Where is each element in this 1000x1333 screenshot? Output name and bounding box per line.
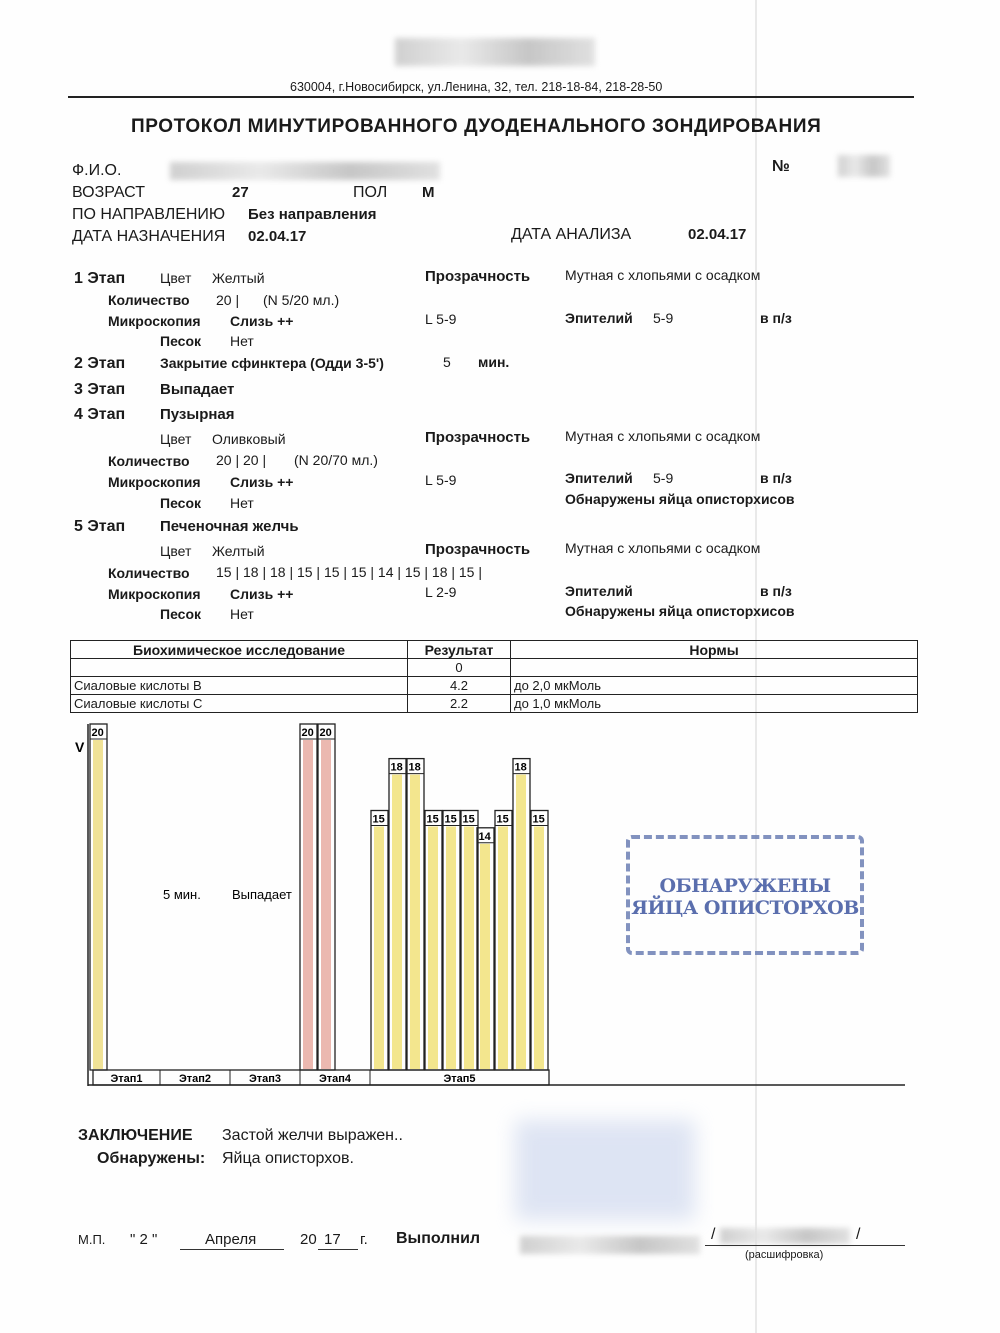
document-title: ПРОТОКОЛ МИНУТИРОВАННОГО ДУОДЕНАЛЬНОГО ЗОНДИРОВАНИЯ <box>131 116 822 137</box>
chart-bar-fill <box>410 775 420 1069</box>
stamp-line2: ЯЙЦА ОПИСТОРХОВ <box>631 897 859 919</box>
stage4-micro-label: Микроскопия <box>108 474 201 490</box>
date-year-prefix: 20 <box>300 1231 317 1248</box>
fio-label: Ф.И.О. <box>72 162 122 179</box>
biochem-cell-result: 4.2 <box>408 677 511 695</box>
stage4-name: Пузырная <box>160 406 235 423</box>
stage1-color: Желтый <box>212 270 265 286</box>
stage2-text: Закрытие сфинктера (Одди 3-5') <box>160 355 384 371</box>
date-g: г. <box>360 1231 368 1248</box>
chart-bar-label: 15 <box>496 813 509 826</box>
lab-address: 630004, г.Новосибирск, ул.Ленина, 32, тел. 218-18-84, 218-28-50 <box>290 80 663 94</box>
stage1-sand: Нет <box>230 333 254 349</box>
chart-stage-label: Этап5 <box>443 1073 476 1085</box>
stage4-color: Оливковый <box>212 431 286 447</box>
chart-bar-label: 20 <box>91 727 104 739</box>
stage1-title: 1 Этап <box>74 270 126 287</box>
conclusion-label: ЗАКЛЮЧЕНИЕ <box>78 1127 193 1144</box>
biochem-cell-norm: до 2,0 мкМоль <box>511 677 918 695</box>
chart-bar-fill <box>374 827 384 1070</box>
slash-left: / <box>711 1226 716 1243</box>
stage5-qty-label: Количество <box>108 565 190 581</box>
chart-bar-fill <box>498 827 508 1070</box>
year-underline <box>318 1249 358 1250</box>
stage2-title: 2 Этап <box>74 355 126 372</box>
biochem-cell-name: Сиаловые кислоты В <box>71 677 408 695</box>
chart-bar-fill <box>303 740 313 1069</box>
stage5-sand-label: Песок <box>160 606 202 622</box>
stage5-found: Обнаружены яйца описторхисов <box>565 603 795 619</box>
biochem-cell-name: Сиаловые кислоты С <box>71 695 408 713</box>
stage4-micro: Слизь ++ <box>230 474 294 490</box>
stage5-unit: в п/з <box>760 583 792 599</box>
chart-bar-label: 15 <box>462 813 475 826</box>
biochem-cell-result: 2.2 <box>408 695 511 713</box>
stage5-name: Печеночная желчь <box>160 518 299 535</box>
date-month: Апреля <box>205 1231 257 1248</box>
stage1-clarity-label: Прозрачность <box>425 268 531 285</box>
assign-date-label: ДАТА НАЗНАЧЕНИЯ <box>72 228 226 245</box>
chart-bar-fill <box>516 775 526 1069</box>
stage1-epi: 5-9 <box>653 310 674 326</box>
chart-bar-label: 18 <box>408 761 421 774</box>
stage1-sand-label: Песок <box>160 333 202 349</box>
signature-underline <box>705 1245 905 1246</box>
sex-label: ПОЛ <box>353 184 388 201</box>
stage5-color-label: Цвет <box>160 543 192 559</box>
chart-bar-label: 20 <box>319 727 332 739</box>
chart-bar-label: 15 <box>426 813 439 826</box>
chart-bar-fill <box>321 740 331 1069</box>
stage5-color: Желтый <box>212 543 265 559</box>
date-day: " 2 " <box>130 1231 158 1248</box>
chart-bar-label: 15 <box>532 813 545 826</box>
biochem-header-test: Биохимическое исследование <box>71 641 408 659</box>
stage5-sand: Нет <box>230 606 254 622</box>
blurred-performer-signature <box>520 1236 700 1254</box>
chart-bar-fill <box>464 827 474 1070</box>
performed-label: Выполнил <box>396 1230 481 1247</box>
stage4-sand: Нет <box>230 495 254 511</box>
found-text: Яйца описторхов. <box>222 1150 354 1167</box>
chart-stage-label: Этап4 <box>318 1073 352 1085</box>
stage4-sand-label: Песок <box>160 495 202 511</box>
chart-stage-label: Этап3 <box>248 1073 282 1085</box>
age-value: 27 <box>232 184 249 201</box>
chart-bar-fill <box>480 844 490 1069</box>
chart-stage-label: Этап1 <box>110 1073 143 1085</box>
stage5-micro: Слизь ++ <box>230 586 294 602</box>
stage5-clarity: Мутная с хлопьями с осадком <box>565 540 761 556</box>
stage2-value: 5 <box>443 354 451 370</box>
biochem-cell-result: 0 <box>408 659 511 677</box>
stage5-qty: 15 | 18 | 18 | 15 | 15 | 15 | 14 | 15 | 18 | 15 | <box>216 564 482 580</box>
analysis-date-value: 02.04.17 <box>688 226 747 243</box>
chart-bar-label: 20 <box>301 727 314 739</box>
stage4-clarity: Мутная с хлопьями с осадком <box>565 428 761 444</box>
chart-bar-label: 18 <box>390 761 403 774</box>
chart-bar-label: 15 <box>372 813 385 826</box>
stage4-l: L 5-9 <box>425 472 457 488</box>
stage4-title: 4 Этап <box>74 406 126 423</box>
stamp-opisthorchis <box>626 835 864 955</box>
blurred-performer-name <box>720 1228 850 1244</box>
found-label: Обнаружены: <box>97 1150 206 1167</box>
stage4-found: Обнаружены яйца описторхисов <box>565 491 795 507</box>
chart-bar-fill <box>392 775 402 1069</box>
chart-bar-label: 18 <box>514 761 527 774</box>
stage1-micro: Слизь ++ <box>230 313 294 329</box>
conclusion-text: Застой желчи выражен.. <box>222 1127 403 1144</box>
chart-stage-label: Этап2 <box>178 1073 212 1085</box>
stage4-clarity-label: Прозрачность <box>425 429 531 446</box>
stage1-norm: (N 5/20 мл.) <box>263 292 340 308</box>
chart-y-label: V <box>75 739 85 755</box>
sex-value: М <box>422 184 435 201</box>
chart-bar-fill <box>534 827 544 1070</box>
stage1-unit: в п/з <box>760 310 792 326</box>
stage1-clarity: Мутная с хлопьями с осадком <box>565 267 761 283</box>
stage5-micro-label: Микроскопия <box>108 586 201 602</box>
stage4-norm: (N 20/70 мл.) <box>294 452 378 468</box>
stage4-unit: в п/з <box>760 470 792 486</box>
stage4-qty-label: Количество <box>108 453 190 469</box>
stage4-qty: 20 | 20 | <box>216 452 267 468</box>
stage4-epi: 5-9 <box>653 470 674 486</box>
chart-bar-label: 15 <box>444 813 457 826</box>
date-year: 17 <box>324 1231 341 1248</box>
stage1-qty-label: Количество <box>108 292 190 308</box>
stage4-color-label: Цвет <box>160 431 192 447</box>
referral-value: Без направления <box>248 206 377 223</box>
stage5-clarity-label: Прозрачность <box>425 541 531 558</box>
stage5-title: 5 Этап <box>74 518 126 535</box>
stage1-epi-label: Эпителий <box>565 310 633 326</box>
number-label: № <box>772 158 790 175</box>
stage1-micro-label: Микроскопия <box>108 313 201 329</box>
stage1-l: L 5-9 <box>425 311 457 327</box>
stage3-text: Выпадает <box>160 381 235 398</box>
biochem-cell-norm: до 1,0 мкМоль <box>511 695 918 713</box>
chart-bar-fill <box>446 827 456 1070</box>
age-label: ВОЗРАСТ <box>72 184 145 201</box>
stamp-line1: ОБНАРУЖЕНЫ <box>659 875 831 897</box>
stage1-qty: 20 | <box>216 292 240 308</box>
biochem-header-result: Результат <box>408 641 511 659</box>
slash-right: / <box>856 1226 861 1243</box>
analysis-date-label: ДАТА АНАЛИЗА <box>511 226 632 243</box>
chart-bar-fill <box>428 827 438 1070</box>
stage4-epi-label: Эпителий <box>565 470 633 486</box>
stage5-epi-label: Эпителий <box>565 583 633 599</box>
assign-date-value: 02.04.17 <box>248 228 307 245</box>
chart-bar-fill <box>93 740 103 1069</box>
chart-annotation-5min: 5 мин. <box>163 887 201 902</box>
stage2-unit: мин. <box>478 354 510 370</box>
blurred-signature-stamp <box>515 1120 695 1220</box>
biochem-header-norm: Нормы <box>511 641 918 659</box>
chart-annotation-falls-out: Выпадает <box>232 887 292 902</box>
chart-bar-label: 14 <box>478 830 491 843</box>
referral-label: ПО НАПРАВЛЕНИЮ <box>72 206 226 223</box>
mp-label: М.П. <box>78 1232 106 1247</box>
stage5-l: L 2-9 <box>425 584 457 600</box>
stage1-color-label: Цвет <box>160 270 192 286</box>
decode-label: (расшифровка) <box>745 1249 824 1261</box>
month-underline <box>180 1249 284 1250</box>
stage3-title: 3 Этап <box>74 381 126 398</box>
